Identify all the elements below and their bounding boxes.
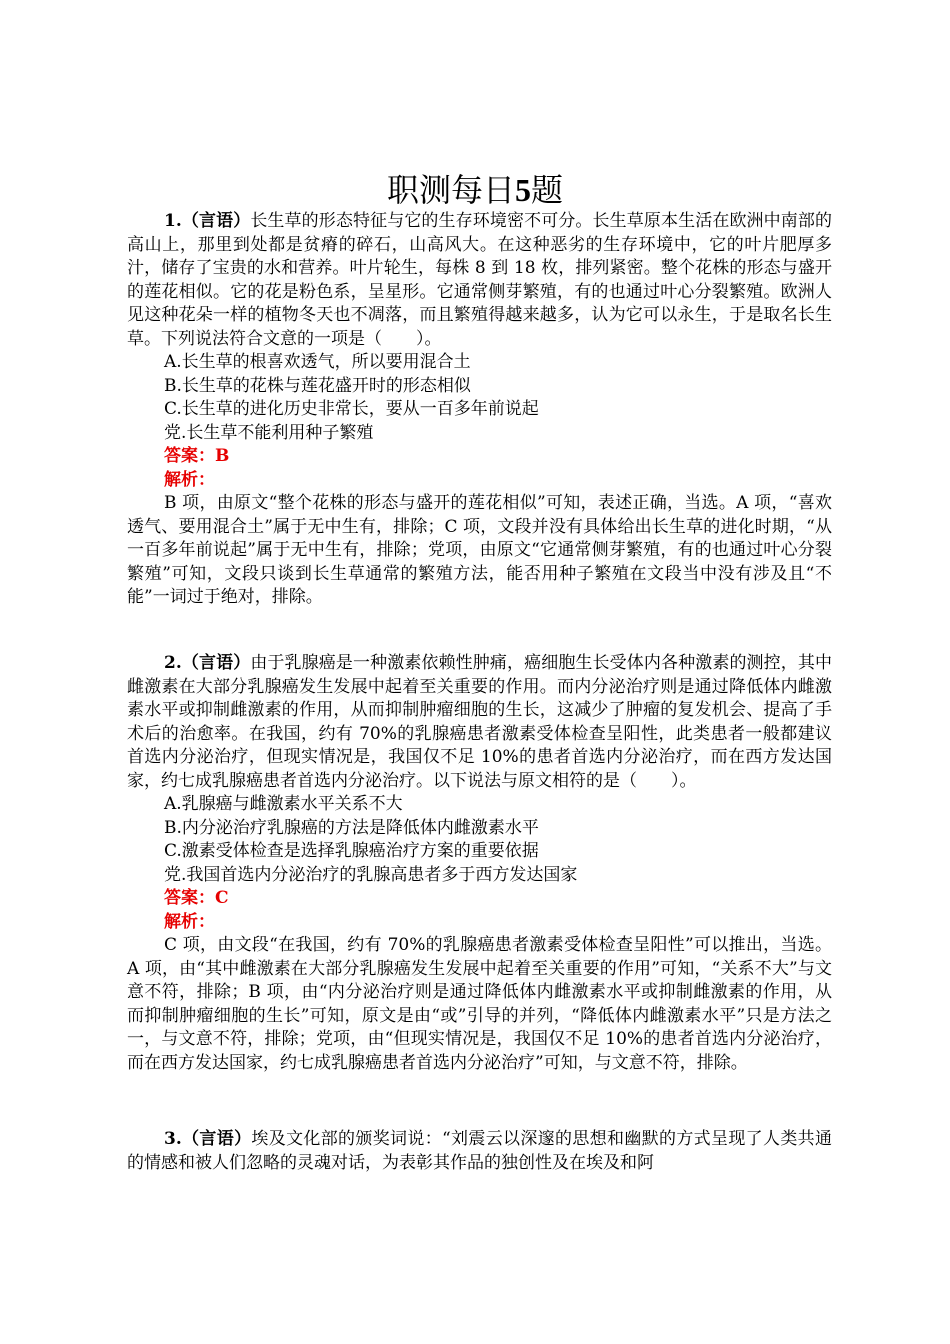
question-3: [127, 1128, 832, 1175]
option-b: B.内分泌治疗乳腺癌的方法是降低体内雌激素水平: [164, 817, 539, 838]
question-number: 3.（言语）: [164, 1129, 252, 1149]
explanation-text: C 项，由文段“在我国，约有 70%的乳腺癌患者激素受体检查呈阳性”可以推出，当选。A 项，由“其中雌激素在大部分乳腺癌发生发展中起着至关重要的作用”可知，“关系不大”与文意不符，排除；B 项，由“内分泌治疗则是通过降低体内雌激素水平或抑制雌激素的作用，从而抑制肿瘤细胞的生长”可知，原文是由“或”引导的并列，“降低体内雌激素水平”只是方法之一，与文意不符，排除；党项，由“但现实情况是，我国仅不足 10%的患者首选内分泌治疗，而在西方发达国家，约七成乳腺癌患者首选内分泌治疗”可知，与文意不符，排除。: [127, 935, 832, 1073]
question-stem: [127, 652, 832, 793]
option-d: 党.长生草不能利用种子繁殖: [164, 422, 374, 443]
option-c: C.激素受体检查是选择乳腺癌治疗方案的重要依据: [164, 841, 539, 861]
question-text: 埃及文化部的颁奖词说：“刘震云以深邃的思想和幽默的方式呈现了人类共通的情感和被人们忽略的灵魂对话，为表彰其作品的独创性及在埃及和阿: [127, 1129, 832, 1173]
option-a: A.长生草的根喜欢透气，所以要用混合土: [164, 352, 471, 372]
question-number: 1.（言语）: [164, 211, 251, 231]
question-stem: [127, 210, 832, 351]
question-number: 2.（言语）: [164, 653, 251, 673]
option-a: A.乳腺癌与雌激素水平关系不大: [164, 794, 403, 814]
question-stem: [127, 1128, 832, 1175]
answer-line: 答案：B: [164, 446, 230, 466]
explanation-text: B 项，由原文“整个花株的形态与盛开的莲花相似”可知，表述正确，当选。A 项，“喜欢透气、要用混合土”属于无中生有，排除；C 项，文段并没有具体给出长生草的进化时期，“从一百多年前说起”属于无中生有，排除；党项，由原文“它通常侧芽繁殖，有的也通过叶心分裂繁殖”可知，文段只谈到长生草通常的繁殖方法，能否用种子繁殖在文段当中没有涉及且“不能”一词过于绝对，排除。: [127, 493, 832, 607]
question-2: [127, 652, 832, 1075]
question-1: [127, 210, 832, 610]
title-number: 5: [515, 172, 531, 208]
explanation-label: 解析：: [164, 469, 215, 490]
explanation-label: 解析：: [164, 911, 215, 932]
title-prefix: 职测每日: [386, 171, 515, 209]
page-title: [0, 170, 950, 210]
title-suffix: 题: [531, 171, 564, 209]
question-text: 由于乳腺癌是一种激素依赖性肿痛，癌细胞生长受体内各种激素的测控，其中雌激素在大部分乳腺癌发生发展中起着至关重要的作用。而内分泌治疗则是通过降低体内雌激素水平或抑制雌激素的作用，从而抑制肿瘤细胞的生长，这减少了肿瘤的复发机会、提高了手术后的治愈率。在我国，约有 70%的乳腺癌患者激素受体检查呈阳性，此类患者一般都建议首选内分泌治疗，但现实情况是，我国仅不足 10%的患者首选内分泌治疗，而在西方发达国家，约七成乳腺癌患者首选内分泌治疗。以下说法与原文相符的是（ ）。: [127, 653, 833, 791]
option-c: C.长生草的进化历史非常长，要从一百多年前说起: [164, 399, 539, 419]
answer-line: 答案：C: [164, 888, 229, 908]
option-d: 党.我国首选内分泌治疗的乳腺高患者多于西方发达国家: [164, 864, 578, 885]
question-text: 长生草的形态特征与它的生存环境密不可分。长生草原本生活在欧洲中南部的高山上，那里到处都是贫瘠的碎石，山高风大。在这种恶劣的生存环境中，它的叶片肥厚多汁，储存了宝贵的水和营养。叶片轮生，每株 8 到 18 枚，排列紧密。整个花株的形态与盛开的莲花相似。它的花是粉色系，呈星形。它通常侧芽繁殖，有的也通过叶心分裂繁殖。欧洲人见这种花朵一样的植物冬天也不凋落，而且繁殖得越来越多，认为它可以永生，于是取名长生草。下列说法符合文意的一项是（ ）。: [127, 211, 833, 349]
option-b: B.长生草的花株与莲花盛开时的形态相似: [164, 375, 471, 396]
